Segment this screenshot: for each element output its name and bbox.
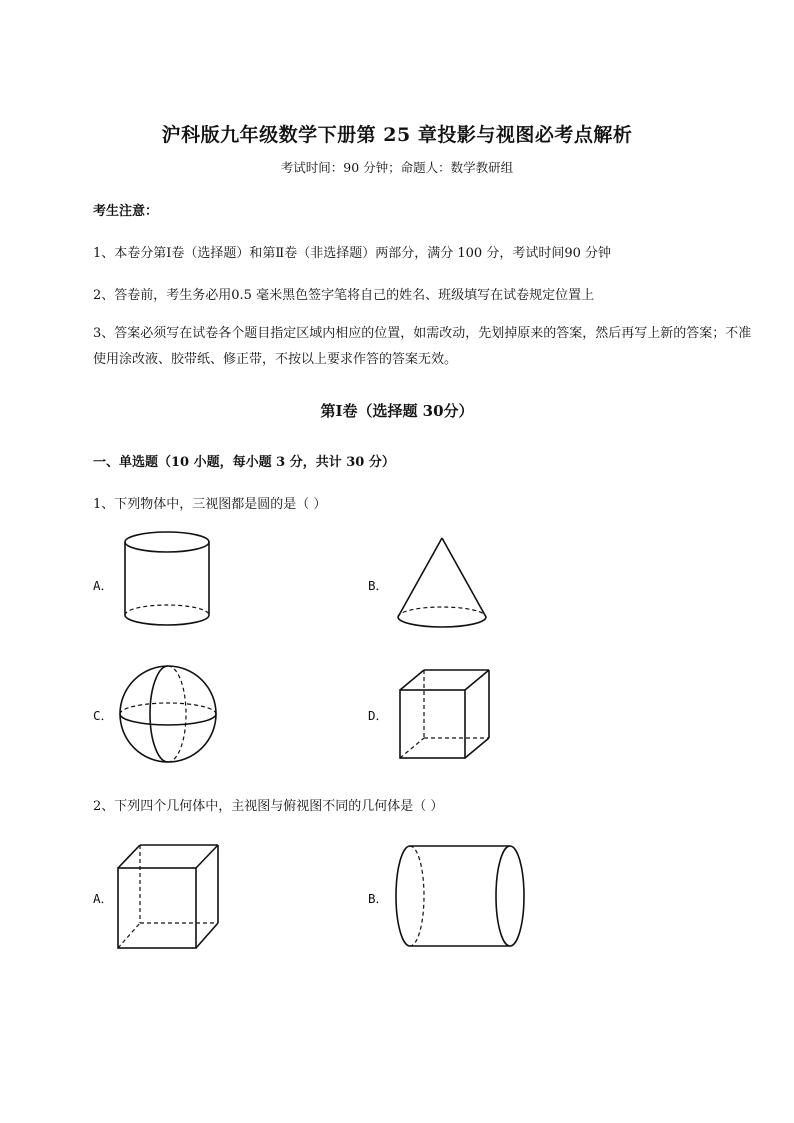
- exam-info: 考试时间：90 分钟；命题人：数学教研组: [280, 160, 514, 175]
- cone-icon: [395, 535, 495, 630]
- section-title: 第Ⅰ卷（选择题 30分）: [320, 402, 474, 420]
- q1-option-c-label: C．: [93, 708, 114, 723]
- notice-item-1: 1、本卷分第Ⅰ卷（选择题）和第Ⅱ卷（非选择题）两部分，满分 100 分，考试时间90 分钟: [93, 246, 611, 261]
- q1-option-b-label: B．: [368, 578, 389, 593]
- q1-option-a-label: A．: [93, 578, 114, 593]
- notice-item-2: 2、答卷前，考生务必用0.5 毫米黑色签字笔将自己的姓名、班级填写在试卷规定位置上: [93, 288, 595, 303]
- cube-icon: [115, 843, 225, 953]
- sphere-icon: [118, 665, 223, 765]
- horizontal-cylinder-icon: [393, 843, 533, 953]
- cube-icon: [397, 668, 497, 763]
- q2-option-a-label: A．: [93, 891, 114, 906]
- q1-option-d-label: D．: [368, 708, 389, 723]
- question-2-text: 2、下列四个几何体中，主视图与俯视图不同的几何体是（ ）: [93, 799, 444, 814]
- notice-heading: 考生注意：: [93, 204, 159, 219]
- cylinder-icon: [120, 530, 220, 630]
- part-title: 一、单选题（10 小题，每小题 3 分，共计 30 分）: [93, 455, 395, 470]
- question-1-text: 1、下列物体中，三视图都是圆的是（ ）: [93, 497, 327, 512]
- document-title: 沪科版九年级数学下册第 25 章投影与视图必考点解析: [161, 124, 633, 146]
- notice-item-3: 3、答案必须写在试卷各个题目指定区域内相应的位置，如需改动，先划掉原来的答案，然后再写上新的答案；不准使用涂改液、胶带纸、修正带，不按以上要求作答的答案无效。: [93, 326, 752, 367]
- q2-option-b-label: B．: [368, 891, 389, 906]
